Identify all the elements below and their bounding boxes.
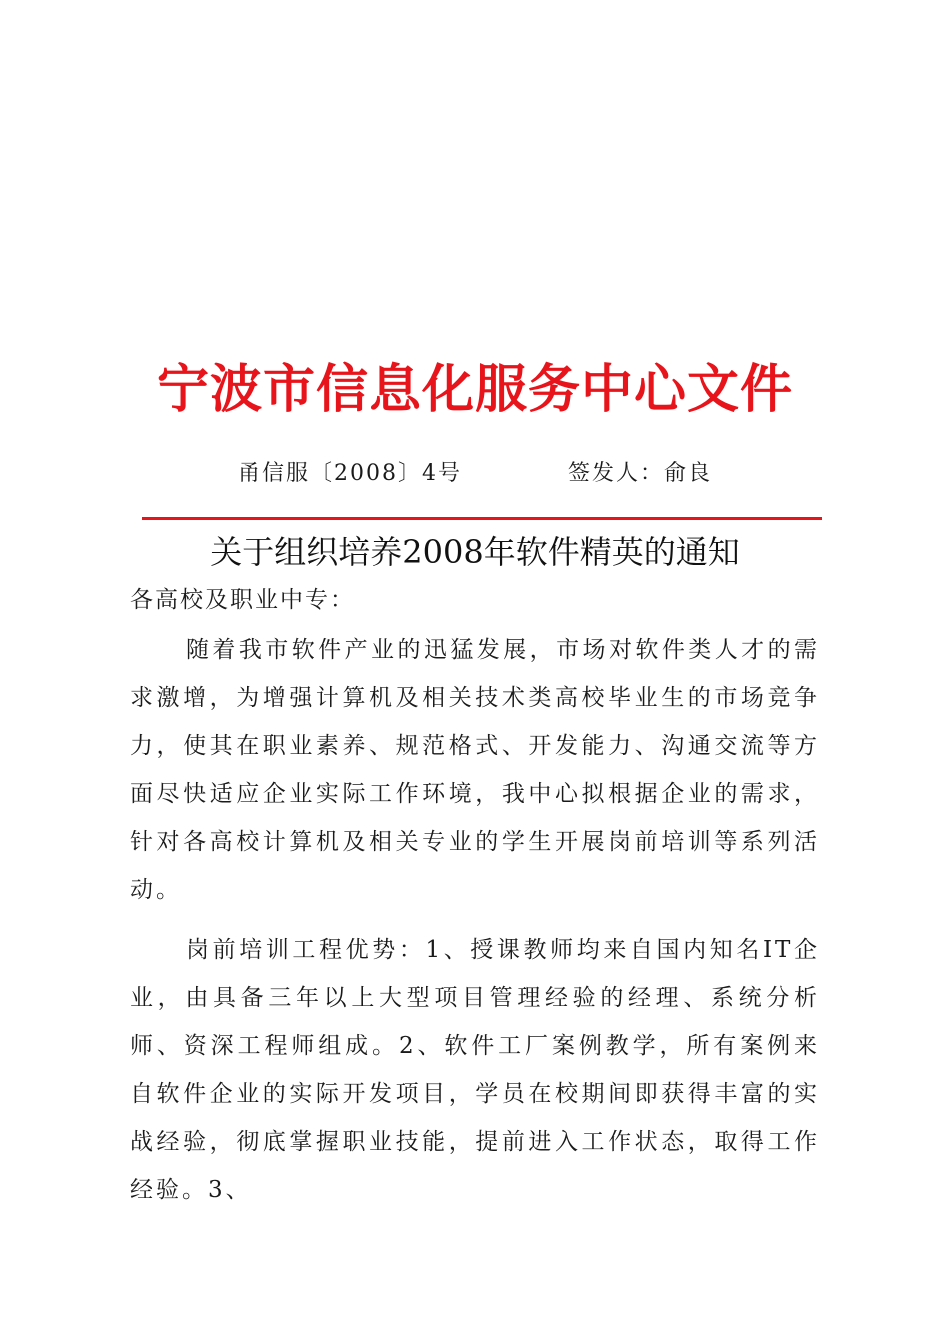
signer: 签发人：俞良 bbox=[568, 461, 713, 486]
document-number: 甬信服〔2008〕4号 bbox=[238, 461, 462, 486]
header-divider-line bbox=[142, 517, 822, 520]
salutation: 各高校及职业中专： bbox=[130, 587, 355, 613]
body-paragraph: 岗前培训工程优势：1、授课教师均来自国内知名IT企业，由具备三年以上大型项目管理经验的经理、系统分析师、资深工程师组成。2、软件工厂案例教学，所有案例来自软件企业的实际开发项目，学员在校期间即获得丰富的实战经验，彻底掌握职业技能，提前进入工作状态，取得工作经验。3、 bbox=[130, 937, 820, 1203]
body-paragraph: 随着我市软件产业的迅猛发展，市场对软件类人才的需求激增，为增强计算机及相关技术类高校毕业生的市场竞争力，使其在职业素养、规范格式、开发能力、沟通交流等方面尽快适应企业实际工作环境，我中心拟根据企业的需求，针对各高校计算机及相关专业的学生开展岗前培训等系列活动。 bbox=[130, 637, 820, 903]
document-header-title: 宁波市信息化服务中心文件 bbox=[156, 360, 793, 420]
document-meta-line bbox=[0, 456, 950, 492]
notice-title: 关于组织培养2008年软件精英的通知 bbox=[210, 533, 740, 571]
